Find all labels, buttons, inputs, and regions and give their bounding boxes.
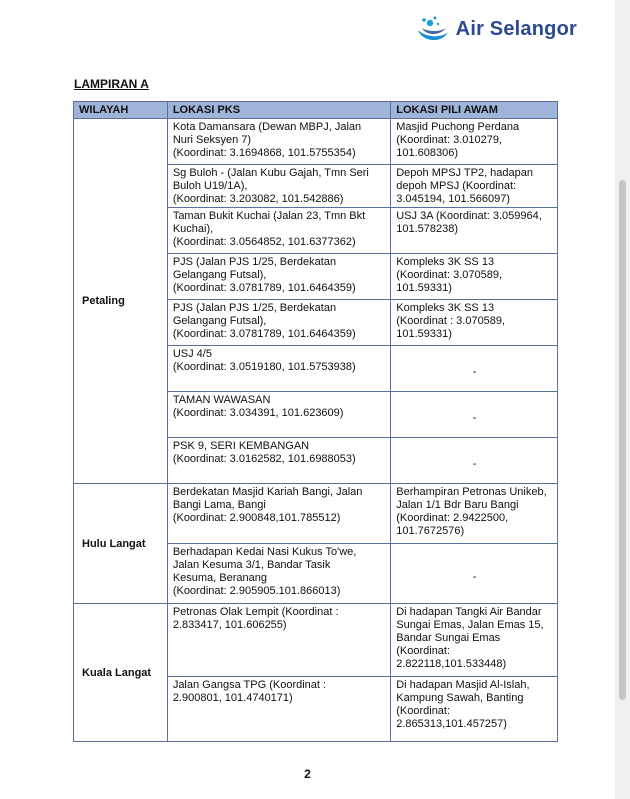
- header-wilayah: WILAYAH: [74, 102, 168, 119]
- table-row: [74, 119, 558, 165]
- pks-line: Petronas Olak Lempit (Koordinat :: [172, 606, 339, 618]
- pks-line: Jalan Gangsa TPG (Koordinat :: [172, 679, 327, 691]
- pks-line: 2.833417, 101.606255): [172, 619, 287, 631]
- pks-location-cell: [167, 165, 390, 208]
- water-drop-icon: [416, 14, 450, 44]
- pks-line: Kota Damansara (Dewan MBPJ, Jalan: [172, 121, 362, 133]
- region-cell: Kuala Langat: [74, 604, 168, 742]
- pili-awam-location-cell: [391, 677, 558, 742]
- pks-line: (Koordinat: 3.203082, 101.542886): [172, 193, 344, 205]
- pili-line: USJ 3A (Koordinat: 3.059964,: [396, 210, 542, 222]
- pks-location-cell: [167, 604, 390, 677]
- pks-location-cell: [167, 438, 390, 484]
- pili-line: Di hadapan Tangki Air Bandar: [396, 606, 542, 618]
- pks-line: Bangi Lama, Bangi: [172, 499, 266, 511]
- pks-line: Berdekatan Masjid Kariah Bangi, Jalan: [172, 486, 363, 498]
- pili-line: 2.822118,101.533448): [396, 658, 507, 670]
- pks-line: Gelangang Futsal),: [172, 315, 267, 327]
- pks-line: PJS (Jalan PJS 1/25, Berdekatan: [172, 256, 337, 268]
- page-number: 2: [304, 767, 311, 781]
- pks-line: (Koordinat: 3.0564852, 101.6377362): [172, 236, 356, 248]
- pks-line: Kuchai),: [172, 223, 214, 235]
- pili-line: Kompleks 3K SS 13: [396, 256, 495, 268]
- pks-line: (Koordinat: 3.0162582, 101.6988053): [172, 453, 356, 465]
- pks-line: PSK 9, SERI KEMBANGAN: [172, 440, 310, 452]
- pks-line: (Koordinat: 2.900848,101.785512): [172, 512, 341, 524]
- pili-line: 3.045194, 101.566097): [396, 193, 511, 205]
- pili-line: Jalan 1/1 Bdr Baru Bangi: [396, 499, 519, 511]
- region-cell: Petaling: [74, 119, 168, 484]
- pks-location-cell: [167, 392, 390, 438]
- pili-awam-location-cell: [391, 438, 558, 484]
- region-cell: Hulu Langat: [74, 484, 168, 604]
- pili-line: (Koordinat: 3.010279,: [396, 134, 503, 146]
- pili-awam-location-cell: [391, 484, 558, 544]
- pili-line: (Koordinat: 2.9422500,: [396, 512, 509, 524]
- empty-dash: -: [472, 411, 477, 424]
- pili-awam-location-cell: [391, 300, 558, 346]
- pili-line: (Koordinat:: [396, 645, 451, 657]
- pks-location-cell: [167, 208, 390, 254]
- pks-line: (Koordinat: 3.1694868, 101.5755354): [172, 147, 356, 159]
- pks-location-cell: [167, 544, 390, 604]
- table-row: [74, 604, 558, 677]
- table-header-row: [74, 102, 558, 119]
- pks-line: Nuri Seksyen 7): [172, 134, 252, 146]
- pks-location-cell: [167, 254, 390, 300]
- empty-dash: -: [472, 457, 477, 470]
- table-row: [74, 484, 558, 544]
- air-selangor-logo: [416, 14, 577, 44]
- pks-location-cell: [167, 119, 390, 165]
- pili-awam-location-cell: [391, 392, 558, 438]
- pili-line: (Koordinat: 3.070589,: [396, 269, 503, 281]
- pks-line: (Koordinat: 3.0519180, 101.5753938): [172, 361, 356, 373]
- pks-line: Buloh U19/1A),: [172, 180, 248, 192]
- pili-line: 101.578238): [396, 223, 459, 235]
- header-lokasi-pks: LOKASI PKS: [167, 102, 390, 119]
- empty-dash: -: [472, 570, 477, 583]
- pili-line: Kampung Sawah, Banting: [396, 692, 524, 704]
- pili-awam-location-cell: [391, 165, 558, 208]
- locations-table: [73, 101, 558, 742]
- pili-awam-location-cell: [391, 544, 558, 604]
- pili-line: 2.865313,101.457257): [396, 718, 507, 730]
- pili-awam-location-cell: [391, 119, 558, 165]
- pks-line: Berhadapan Kedai Nasi Kukus To'we,: [172, 546, 357, 558]
- pili-line: Kompleks 3K SS 13: [396, 302, 495, 314]
- scrollbar-thumb[interactable]: [619, 180, 626, 700]
- pili-line: Sungai Emas, Jalan Emas 15,: [396, 619, 544, 631]
- empty-dash: -: [472, 365, 477, 378]
- pks-location-cell: [167, 677, 390, 742]
- appendix-heading: LAMPIRAN A: [74, 77, 149, 91]
- pili-line: (Koordinat : 3.070589,: [396, 315, 506, 327]
- pks-location-cell: [167, 346, 390, 392]
- vertical-scrollbar[interactable]: [615, 0, 630, 799]
- pili-awam-location-cell: [391, 254, 558, 300]
- pili-line: Depoh MPSJ TP2, hadapan: [396, 167, 534, 179]
- pks-line: (Koordinat: 3.0781789, 101.6464359): [172, 282, 356, 294]
- pili-line: 101.608306): [396, 147, 459, 159]
- pks-line: Taman Bukit Kuchai (Jalan 23, Tmn Bkt: [172, 210, 366, 222]
- pks-line: (Koordinat: 2.905905.101.866013): [172, 585, 341, 597]
- pks-line: Jalan Kesuma 3/1, Bandar Tasik: [172, 559, 331, 571]
- pks-line: Kesuma, Beranang: [172, 572, 267, 584]
- pili-awam-location-cell: [391, 604, 558, 677]
- pks-location-cell: [167, 300, 390, 346]
- pks-line: Sg Buloh - (Jalan Kubu Gajah, Tmn Seri: [172, 167, 369, 179]
- pks-line: PJS (Jalan PJS 1/25, Berdekatan: [172, 302, 337, 314]
- logo-text: Air Selangor: [455, 17, 577, 40]
- pili-awam-location-cell: [391, 208, 558, 254]
- pks-line: Gelangang Futsal),: [172, 269, 267, 281]
- pili-line: depoh MPSJ (Koordinat:: [396, 180, 517, 192]
- pili-line: Bandar Sungai Emas: [396, 632, 501, 644]
- pili-awam-location-cell: [391, 346, 558, 392]
- pks-line: (Koordinat: 3.034391, 101.623609): [172, 407, 344, 419]
- pks-line: TAMAN WAWASAN: [172, 394, 271, 406]
- pks-location-cell: [167, 484, 390, 544]
- pili-line: Berhampiran Petronas Unikeb,: [396, 486, 547, 498]
- pks-line: (Koordinat: 3.0781789, 101.6464359): [172, 328, 356, 340]
- pili-line: 101.7672576): [396, 525, 465, 537]
- pili-line: Di hadapan Masjid Al-Islah,: [396, 679, 530, 691]
- pks-line: 2.900801, 101.4740171): [172, 692, 293, 704]
- header-lokasi-pili-awam: LOKASI PILI AWAM: [391, 102, 558, 119]
- pili-line: Masjid Puchong Perdana: [396, 121, 520, 133]
- pili-line: 101.59331): [396, 328, 452, 340]
- pili-line: 101.59331): [396, 282, 452, 294]
- table-body: [74, 119, 558, 742]
- pili-line: (Koordinat:: [396, 705, 451, 717]
- pks-line: USJ 4/5: [172, 348, 212, 360]
